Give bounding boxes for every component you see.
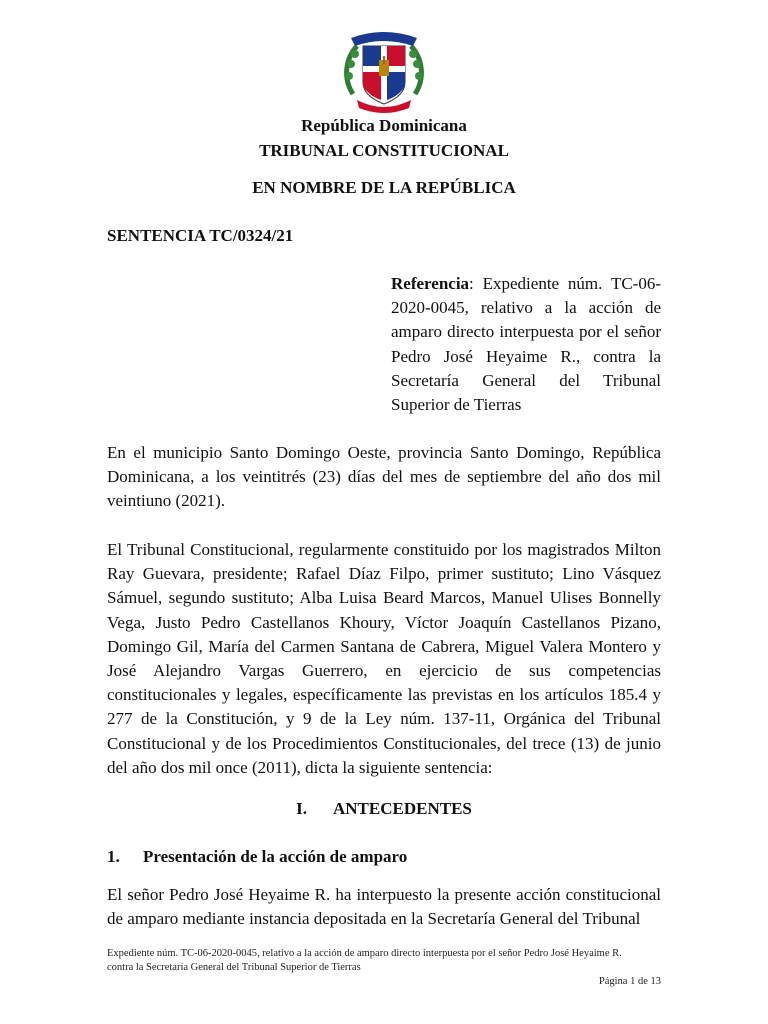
page-number: Página 1 de 13 — [598, 976, 661, 987]
section-number: I. — [296, 799, 307, 818]
institution-name: TRIBUNAL CONSTITUCIONAL — [259, 141, 509, 160]
subsection-title: Presentación de la acción de amparo — [143, 847, 408, 866]
footer-line-1: Expediente núm. TC-06-2020-0045, relativo a la acción de amparo directo interpuesta por el señor Pedro José Heyaime R. — [107, 948, 622, 959]
section-heading — [0, 799, 768, 819]
paragraph-tribunal-composition: El Tribunal Constitucional, regularmente constituido por los magistrados Milton Ray Guevara, presidente; Rafael Díaz Filpo, primer sustituto; Lino Vásquez Sámuel, segundo sustituto; Alba Luisa Beard Marcos, Manuel Ulises Bonnelly Vega, Justo Pedro Castellanos Khoury, Víctor Joaquín Castellanos Pizano, Domingo Gil, María del Carmen Santana de Cabrera, Miguel Valera Montero y José Alejandro Vargas Guerrero, en ejercicio de sus competencias constitucionales y legales, específicamente las previstas en los artículos 185.4 y 277 de la Constitución, y 9 de la Ley núm. 137-11, Orgánica del Tribunal Constitucional y de los Procedimientos Constitucionales, del trece (13) de junio del año dos mil once (2011), dicta la siguiente sentencia: — [107, 540, 661, 777]
paragraph-amparo: El señor Pedro José Heyaime R. ha interpuesto la presente acción constitucional de amparo mediante instancia depositada en la Secretaría General del Tribunal — [107, 885, 661, 929]
reference-text: : Expediente núm. TC-06-2020-0045, relativo a la acción de amparo directo interpuesta por el señor Pedro José Heyaime R., contra la Secretaría General del Tribunal Superior de Tierras — [391, 274, 661, 415]
reference-label: Referencia — [391, 274, 470, 293]
paragraph-location-date: En el municipio Santo Domingo Oeste, provincia Santo Domingo, República Dominicana, a los veintitrés (23) días del mes de septiembre del año dos mil veintiuno (2021). — [107, 443, 661, 511]
subsection-heading — [107, 847, 407, 867]
reference-block — [391, 272, 661, 417]
section-title: ANTECEDENTES — [333, 799, 472, 818]
country-name: República Dominicana — [301, 116, 467, 135]
document-heading: EN NOMBRE DE LA REPÚBLICA — [252, 178, 516, 197]
coat-of-arms-icon — [339, 24, 429, 114]
subsection-number: 1. — [107, 847, 120, 866]
sentence-number: SENTENCIA TC/0324/21 — [107, 226, 294, 245]
footer-line-2: contra la Secretaría General del Tribunal Superior de Tierras — [107, 962, 361, 973]
footer — [107, 947, 661, 975]
